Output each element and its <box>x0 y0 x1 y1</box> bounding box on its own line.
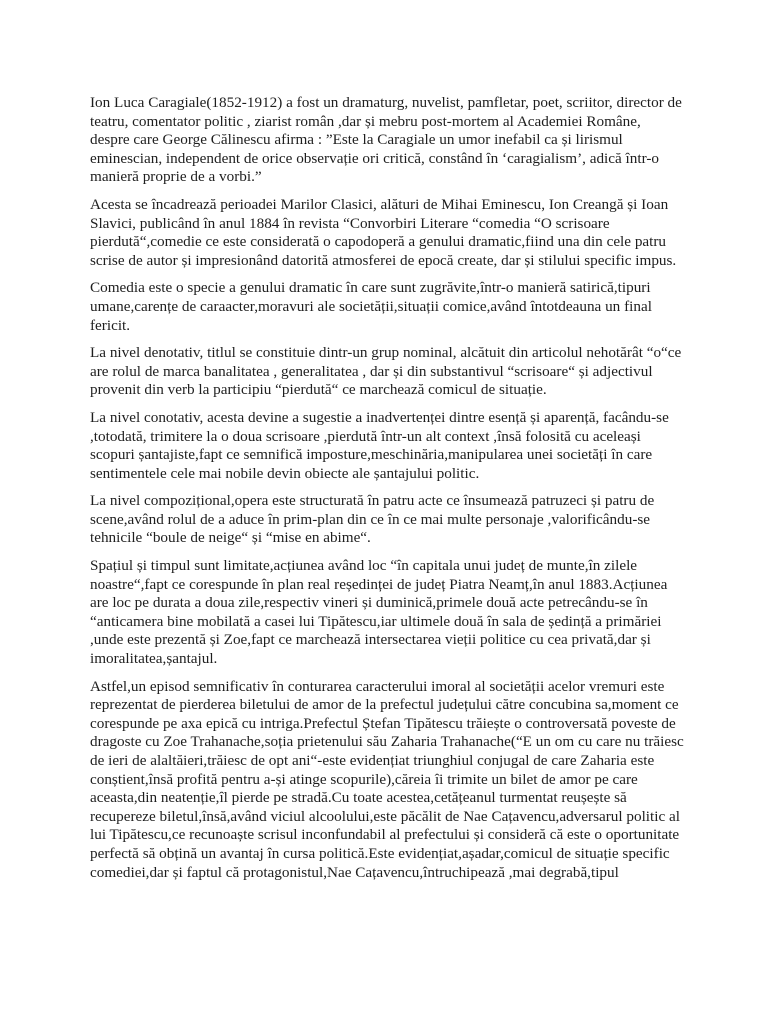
paragraph-5: La nivel conotativ, acesta devine a sugestie a inadvertenței dintre esență și aparență, facându-se ,totodată, trimitere la o doua scrisoare ,pierdută într-un alt context ,însă folosită cu aceleași scopuri șantajiste,fapt ce semnifică imposture,meschinăria,manipularea unei societăți în care sentimentele cele mai nobile devin obiecte ale șantajului politic. <box>90 408 669 482</box>
paragraph-4: La nivel denotativ, titlul se constituie dintr-un grup nominal, alcătuit din articolul nehotărât “o“ce are rolul de marca banalitatea , generalitatea , dar și din substantivul “scrisoare“ și adjectivul provenit din verb la participiu “pierdută“ ce marchează comicul de situație. <box>90 344 682 399</box>
paragraph-3: Comedia este o specie a genului dramatic în care sunt zugrăvite,într-o manieră satirică,tipuri umane,carențe de caraacter,moravuri ale societății,situații comice,având întotdeauna un final fericit. <box>90 279 652 334</box>
paragraph-1: Ion Luca Caragiale(1852-1912) a fost un dramaturg, nuvelist, pamfletar, poet, scriitor, director de teatru, comentator politic , ziarist român ,dar și mebru post-mortem al Academiei Române, despre care George Călinescu afirma : ”Este la Caragiale un umor inefabil ca și lirismul eminescian, independent de orice observație ori critică, constând în ‘caragialism’, adică într-o manieră proprie de a vorbi.” <box>90 94 682 186</box>
paragraph-6: La nivel compozițional,opera este structurată în patru acte ce însumează patruzeci și patru de scene,având rolul de a aduce în prim-plan din ce în ce mai multe personaje ,valorificându-se tehnicile “boule de neige“ și “mise en abime“. <box>90 492 655 547</box>
paragraph-2: Acesta se încadrează perioadei Marilor Clasici, alături de Mihai Eminescu, Ion Creangă și Ioan Slavici, publicând în anul 1884 în revista “Convorbiri Literare “comedia “O scrisoare pierdută“,comedie ce este considerată o capodoperă a genului dramatic,fiind una din cele patru scrise de autor și impresionând datorită atmosferei de epocă create, dar și stilului specific impus. <box>90 195 677 269</box>
paragraph-7: Spațiul și timpul sunt limitate,acțiunea având loc “în capitala unui județ de munte,în zilele noastre“,fapt ce corespunde în plan real reședinței de județ Piatra Neamț,în anul 1883.Acțiunea are loc pe durata a doua zile,respectiv vineri și duminică,primele două acte petrecându-se în “anticamera bine mobilată a casei lui Tipătescu,iar ultimele două în sala de ședință a primăriei ,unde este prezentă și Zoe,fapt ce marchează intersectarea vieții politice cu cea privată,dar și imoralitatea,șantajul. <box>90 557 668 668</box>
paragraph-8: Astfel,un episod semnificativ în conturarea caracterului imoral al societății acelor vremuri este reprezentat de pierderea biletului de amor de la prefectul județului către concubina sa,moment ce corespunde pe axa epică cu intriga.Prefectul Ștefan Tipătescu trăiește o controversată poveste de dragoste cu Zoe Trahanache,soția prietenului său Zaharia Trahanache(“E un om cu care nu trăiesc de ieri de alaltăieri,trăiesc de opt ani“-este evidențiat triunghiul conjugal de care Zaharia este conștient,însă profită pentru a-și atinge scopurile),căreia îi trimite un bilet de amor pe care aceasta,din neatenție,îl pierde pe stradă.Cu toate acestea,cetățeanul turmentat reușește să recupereze biletul,însă,având viciul alcoolului,este păcălit de Nae Cațavencu,adversarul politic al lui Tipătescu,ce recunoaște scrisul inconfundabil al prefectului și consideră că este o oportunitate perfectă să obțină un avantaj în cursa politică.Este evidențiat,așadar,comicul de situație specific comediei,dar și faptul că protagonistul,Nae Cațavencu,întruchipează ,mai degrabă,tipul <box>90 677 684 881</box>
